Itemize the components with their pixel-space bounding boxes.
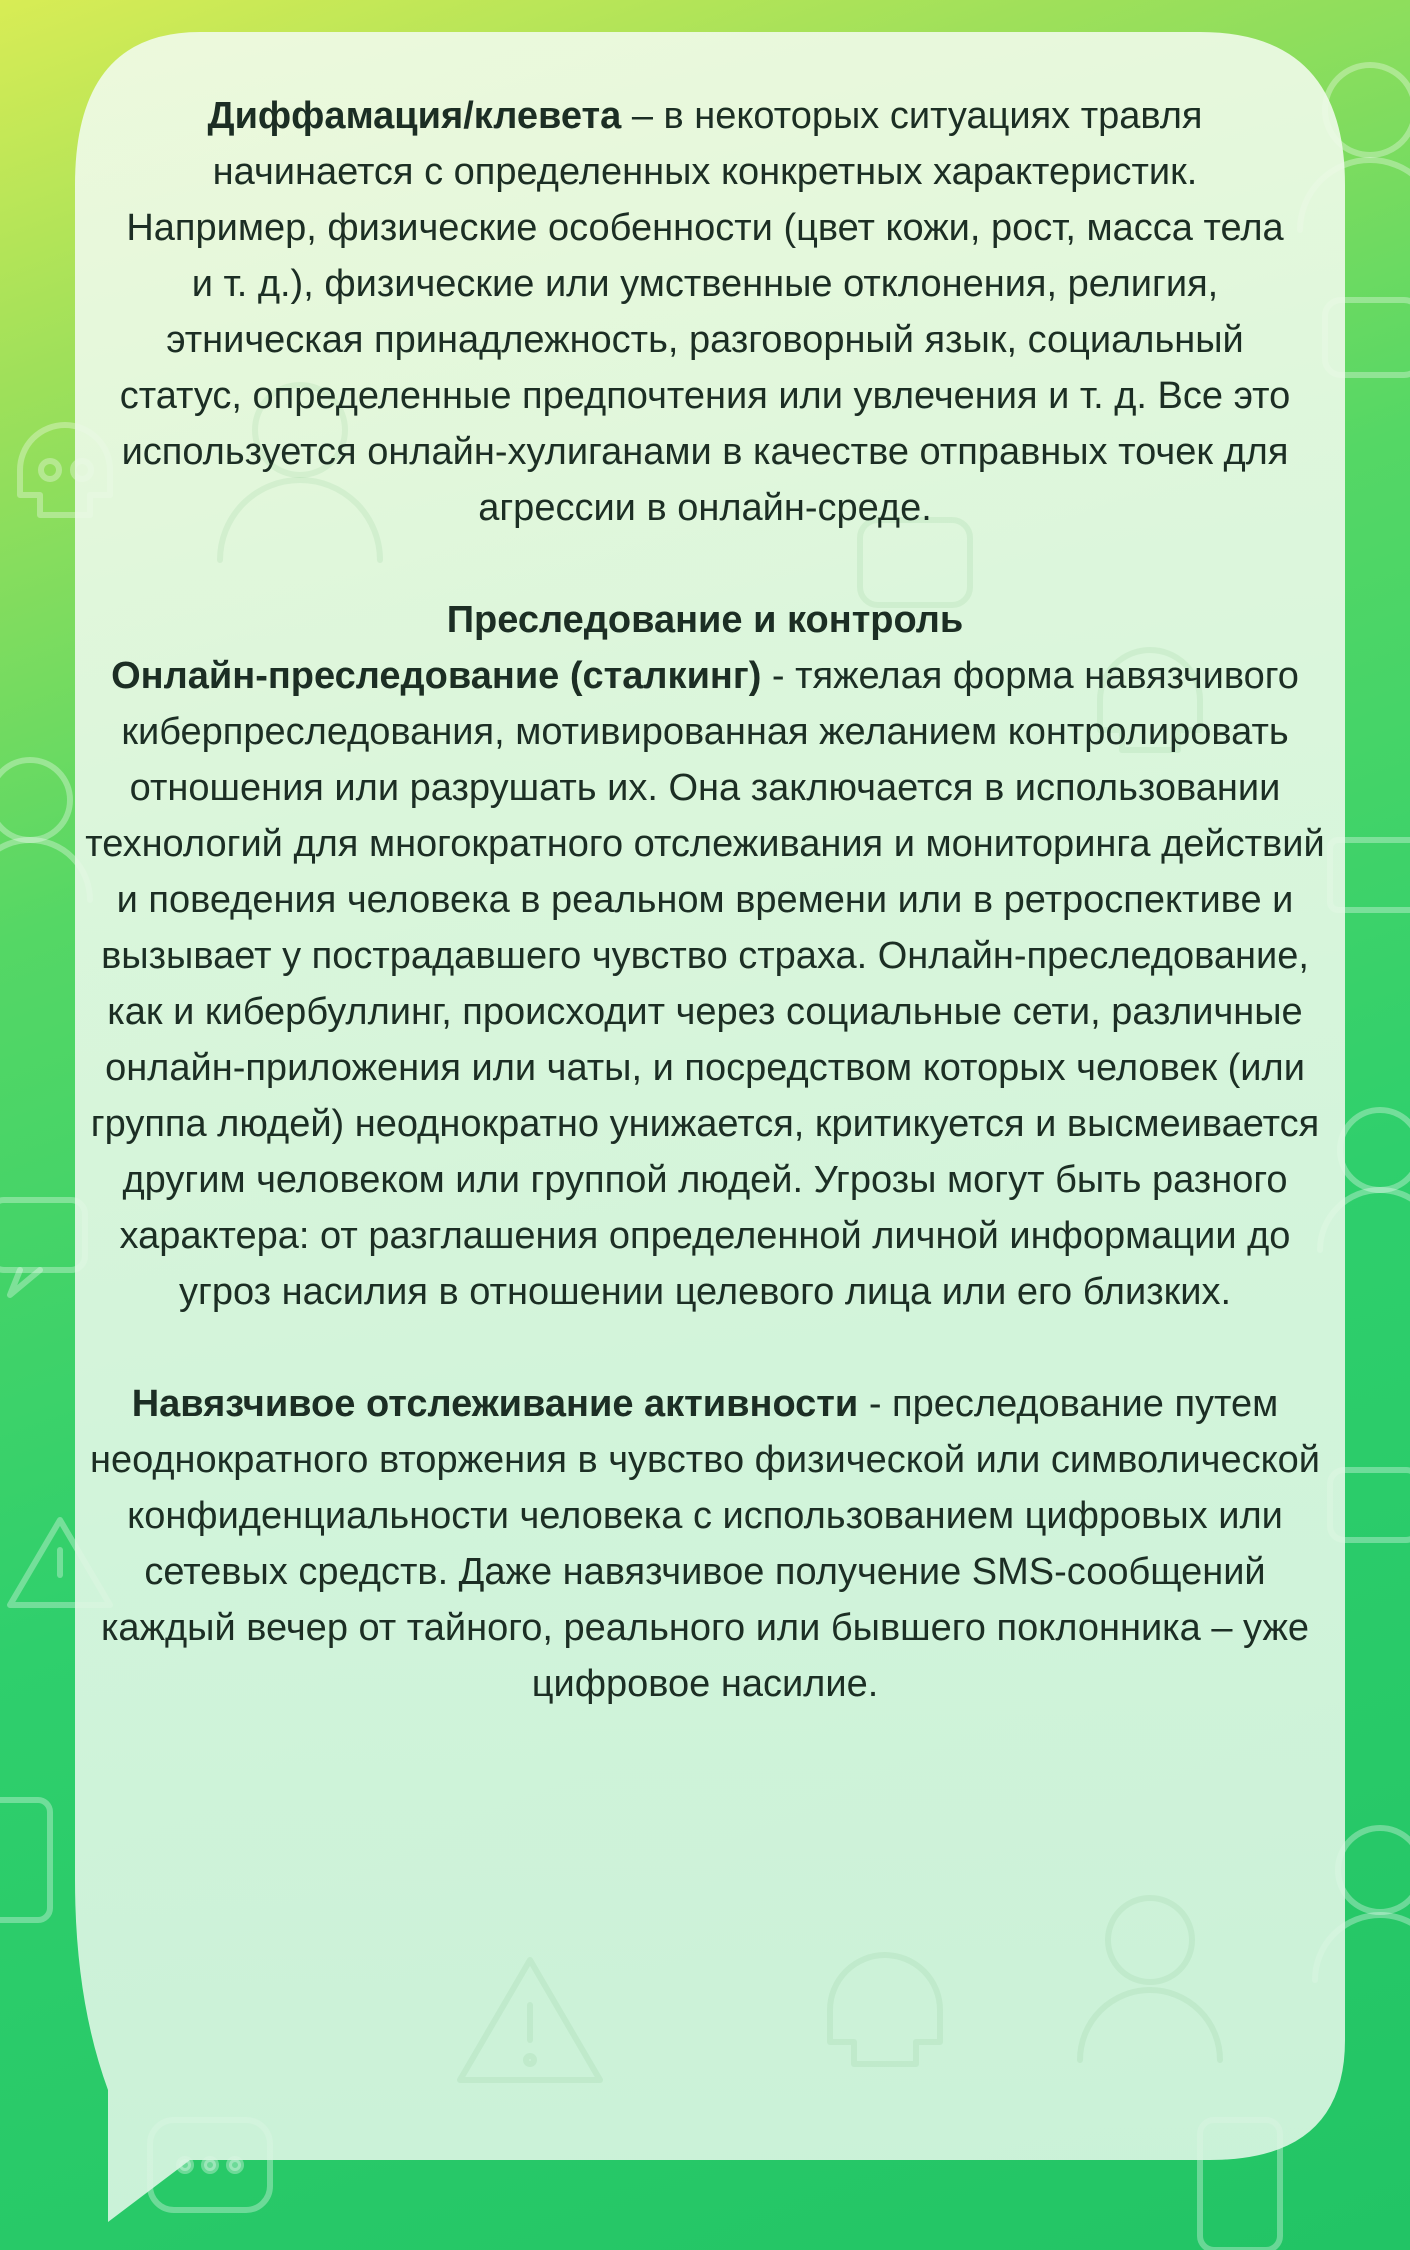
stalking-paragraph [80,648,1330,1320]
defamation-paragraph [115,88,1295,536]
tracking-term: Навязчивое отслеживание активности [131,1383,859,1425]
stalking-term: Онлайн-преследование (сталкинг) [111,655,762,697]
text-content [80,88,1330,1712]
section-heading: Преследование и контроль [446,599,964,641]
tracking-paragraph [80,1376,1330,1712]
skull-icon [830,1955,940,2064]
stalking-text: - тяжелая форма навязчивого киберпреследования, мотивированная желанием контролировать отношения или разрушать их. Она заключается в использовании технологий для многократного отслеживания и мониторинга действий и поведения человека в реальном времени или в ретроспективе и вызывает у пострадавшего чувство страха. Онлайн-преследование, как и кибербуллинг, происходит через социальные сети, различные онлайн-приложения или чаты, и посредством которых человек (или группа людей) неоднократно унижается, критикуется и высмеивается другим человеком или группой людей. Угрозы могут быть разного характера: от разглашения определенной личной информации до угроз насилия в отношении целевого лица или его близких. [85,655,1325,1313]
warning-icon [460,1960,600,2080]
defamation-text: – в некоторых ситуациях травля начинается с определенных конкретных характеристик. Например, физические особенности (цвет кожи, рост, масса тела и т. д.), физические или умственные отклонения, религия, этническая принадлежность, разговорный язык, социальный статус, определенные предпочтения или увлечения и т. д. Все это используется онлайн-хулиганами в качестве отправных точек для агрессии в онлайн-среде. [119,95,1291,529]
defamation-term: Диффамация/клевета [207,95,622,137]
person-icon [1080,1898,1220,2060]
tracking-text: - преследование путем неоднократного вторжения в чувство физической или символической конфиденциальности человека с использованием цифровых или сетевых средств. Даже навязчивое получение SMS-сообщений каждый вечер от тайного, реального или бывшего поклонника – уже цифровое насилие. [89,1383,1321,1705]
